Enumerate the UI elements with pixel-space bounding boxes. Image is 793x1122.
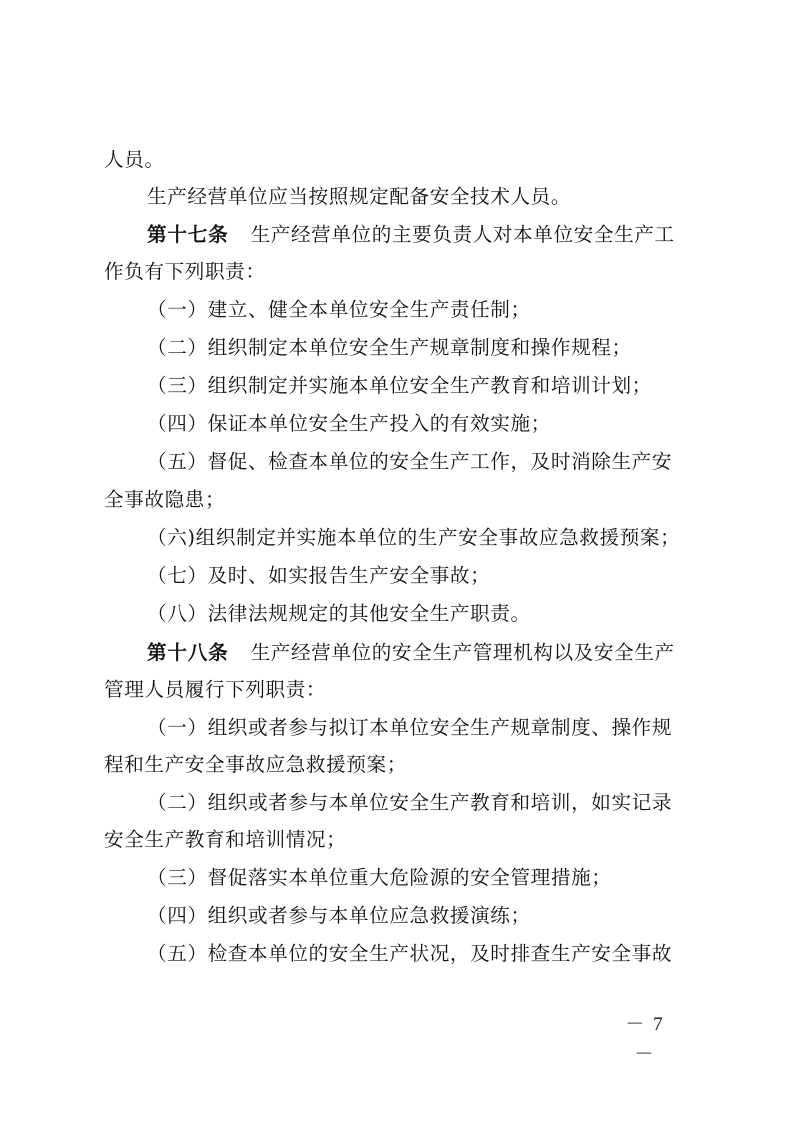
article-18-heading: 第十八条 <box>147 641 229 664</box>
list-item-continuation: 全事故隐患； <box>104 488 226 511</box>
page-number: － 7 － <box>625 1014 665 1065</box>
list-item: （五）检查本单位的安全生产状况，及时排查生产安全事故 <box>147 942 673 965</box>
list-item: （三）组织制定并实施本单位安全生产教育和培训计划； <box>147 374 652 397</box>
text-line: 管理人员履行下列职责： <box>104 678 327 701</box>
list-item-continuation: 程和生产安全事故应急救援预案； <box>104 753 407 776</box>
list-item: （三）督促落实本单位重大危险源的安全管理措施； <box>147 866 612 889</box>
text-line: 人员。 <box>104 148 165 171</box>
article-17-line <box>147 215 694 255</box>
list-item: （四）组织或者参与本单位应急救援演练； <box>147 904 531 927</box>
list-item: （七）及时、如实报告生产安全事故； <box>147 564 491 587</box>
list-item-continuation: 安全生产教育和培训情况； <box>104 828 347 851</box>
article-18-text: 生产经营单位的安全生产管理机构以及安全生产 <box>250 641 675 664</box>
list-item: （二）组织或者参与本单位安全生产教育和培训，如实记录 <box>147 791 673 814</box>
list-item: （六)组织制定并实施本单位的生产安全事故应急救援预案； <box>147 526 681 549</box>
article-17-text: 生产经营单位的主要负责人对本单位安全生产工 <box>250 223 675 246</box>
list-item: （八）法律法规规定的其他安全生产职责。 <box>147 602 531 625</box>
text-line: 作负有下列职责： <box>104 260 266 283</box>
article-18-line <box>147 633 694 673</box>
list-item: （四）保证本单位安全生产投入的有效实施； <box>147 412 551 435</box>
list-item: （一）建立、健全本单位安全生产责任制； <box>147 298 531 321</box>
list-item: （一）组织或者参与拟订本单位安全生产规章制度、操作规 <box>147 716 673 739</box>
article-17-heading: 第十七条 <box>147 223 229 246</box>
list-item: （二）组织制定本单位安全生产规章制度和操作规程； <box>147 336 632 359</box>
list-item: （五）督促、检查本单位的安全生产工作，及时消除生产安 <box>147 450 673 473</box>
text-line: 生产经营单位应当按照规定配备安全技术人员。 <box>147 185 572 208</box>
